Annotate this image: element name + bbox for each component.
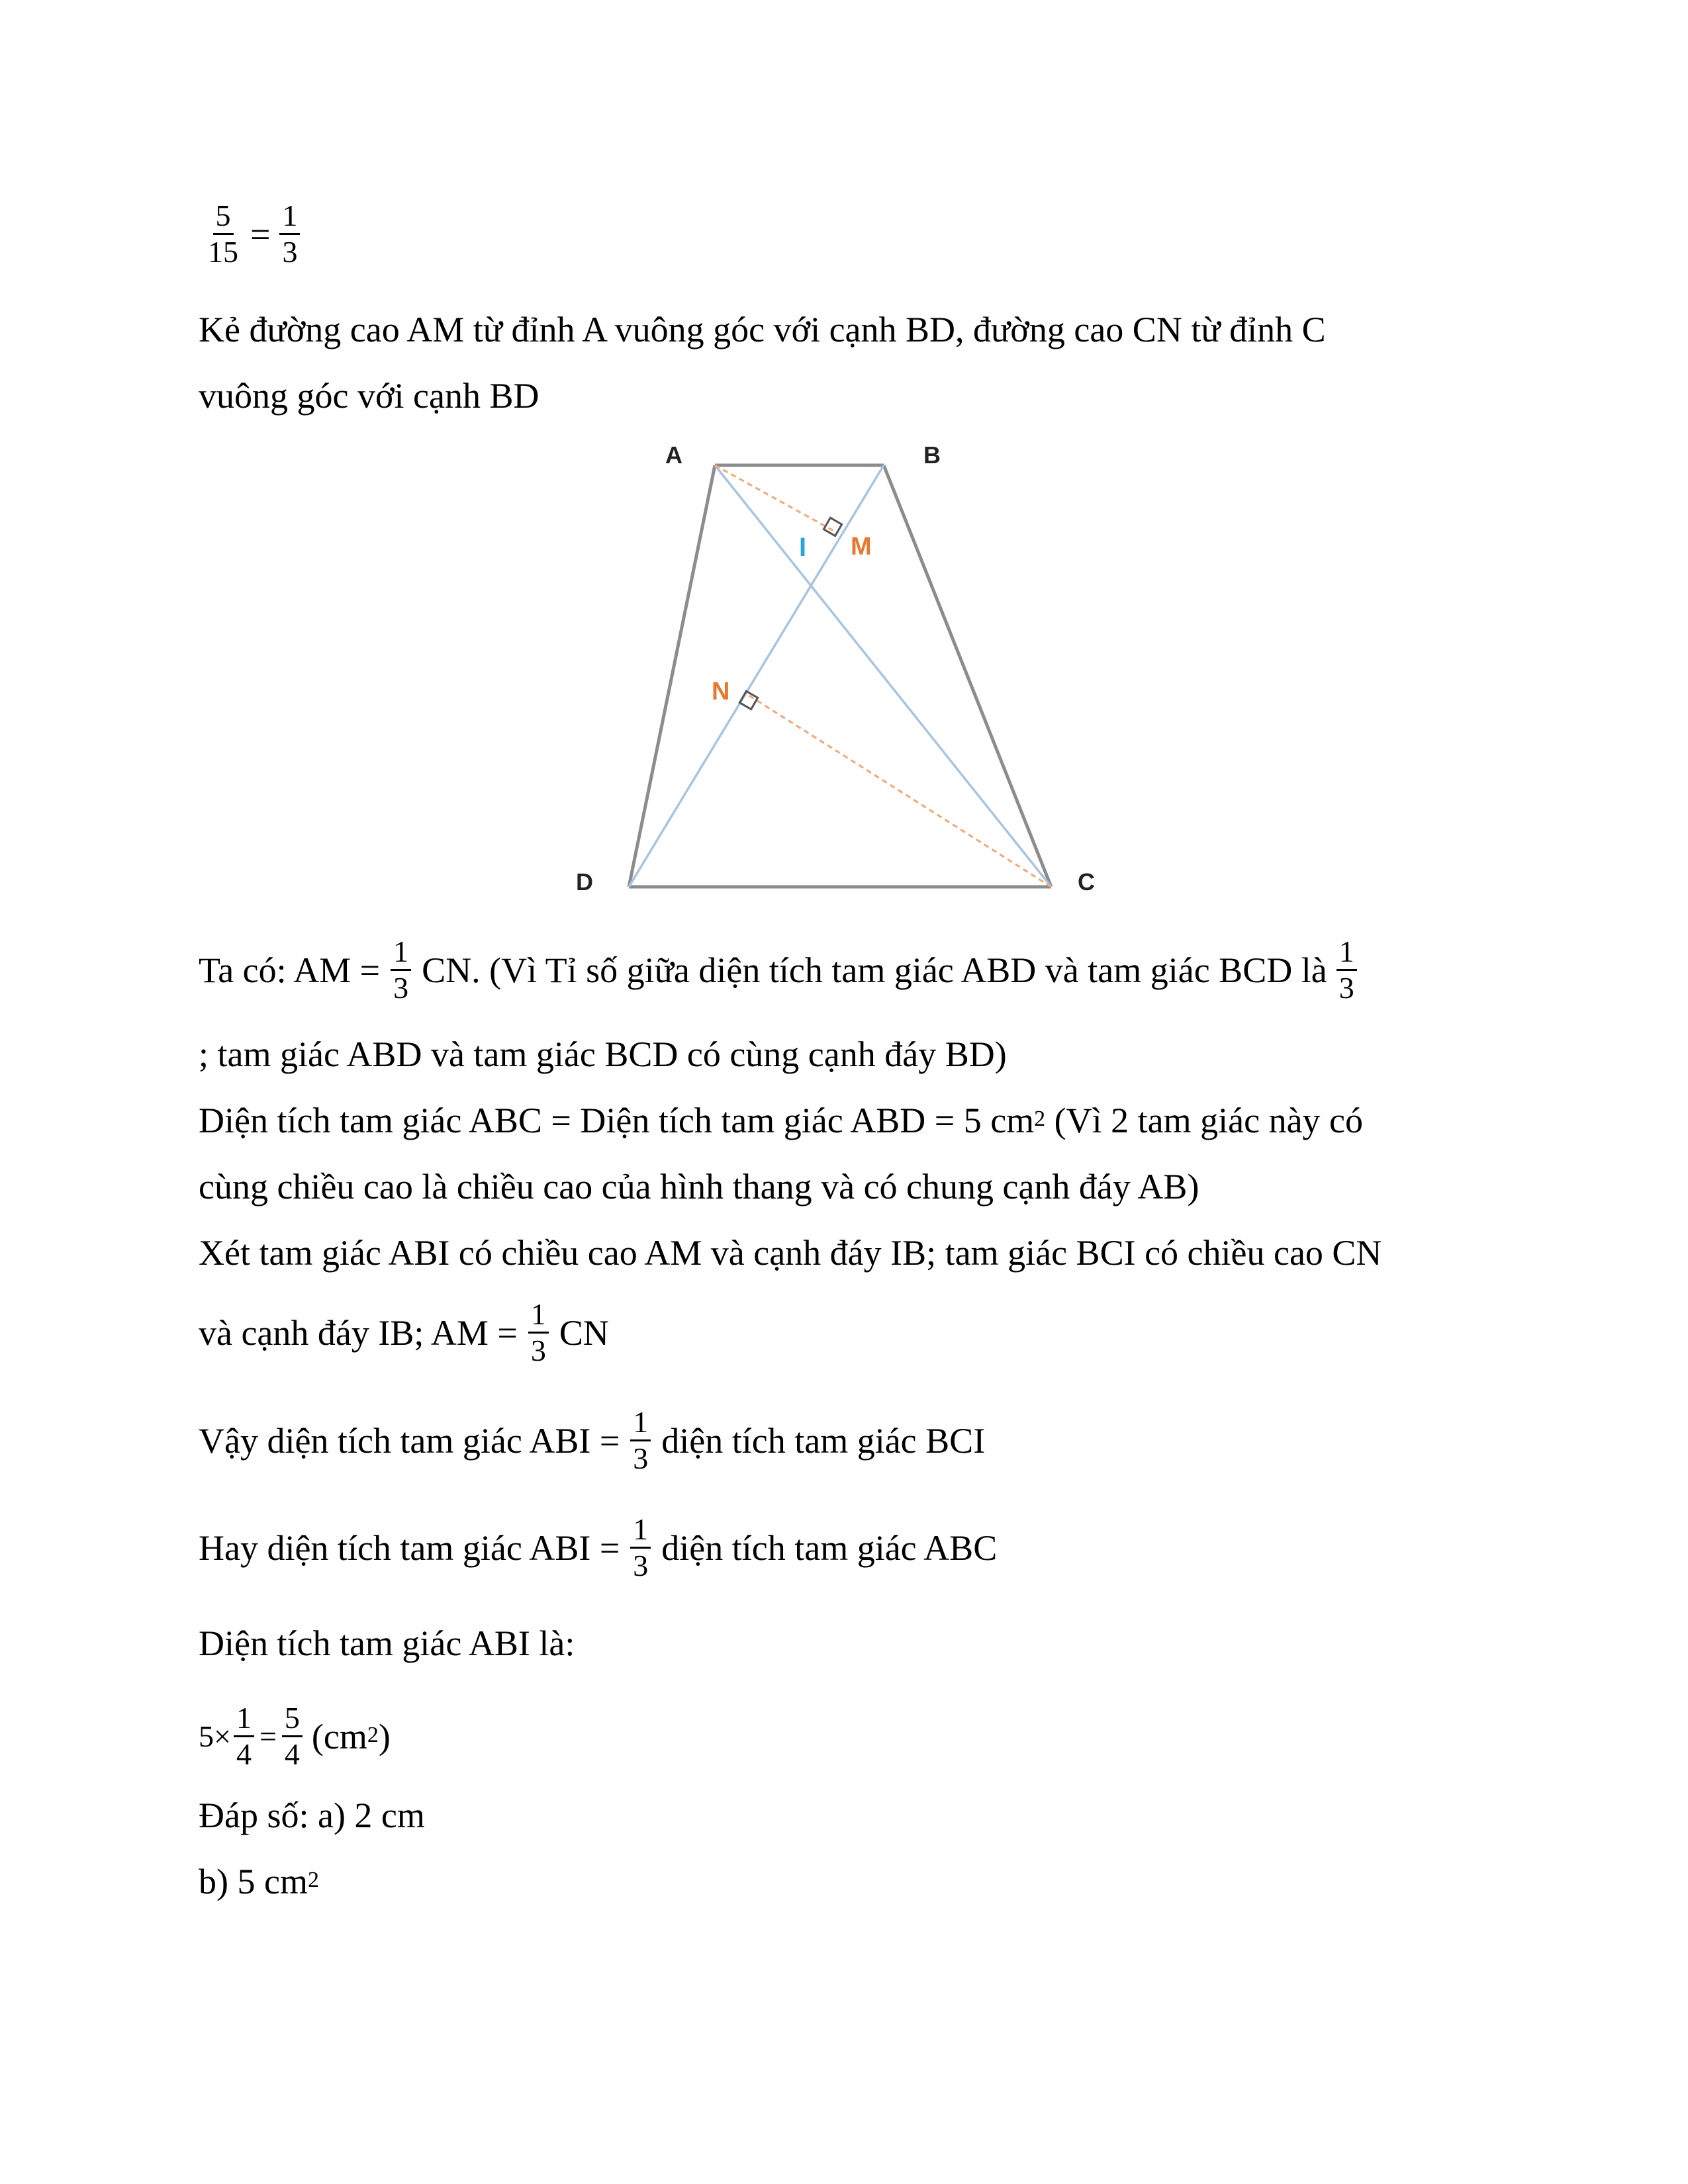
text-line: Hay diện tích tam giác ABI = $\frac{1}{3}$ diện tích tam giác ABC — [199, 1512, 998, 1582]
text-line: Vậy diện tích tam giác ABI = $\frac{1}{3}$ diện tích tam giác BCI — [199, 1405, 986, 1475]
text-line: Diện tích tam giác ABI là: — [199, 1623, 575, 1663]
point-label-m: M — [851, 533, 872, 561]
ratio-line: $\frac{5}{15}$ = $\frac{1}{3}$ — [199, 199, 306, 269]
vertex-label-a: A — [665, 441, 682, 469]
fraction: $\frac{1}{3}$ — [528, 1297, 549, 1368]
fraction: $\frac{1}{3}$ — [391, 934, 411, 1005]
diagonal-ac — [715, 465, 1051, 887]
answer-line: b) 5 cm $^2$ — [199, 1862, 319, 1901]
fraction: $\frac{1}{3}$ — [1336, 934, 1357, 1005]
right-angle-marker-m — [823, 518, 841, 535]
edge-da — [629, 465, 715, 887]
fraction: $\frac{5}{4}$ — [282, 1701, 303, 1772]
fraction: $\frac{5}{15}$ — [208, 199, 238, 269]
calculation-line: 5× $\frac{1}{4}$ = $\frac{5}{4}$ (cm $^2$ ) — [199, 1701, 391, 1771]
point-label-i: I — [799, 533, 807, 562]
text-line: Diện tích tam giác ABC = Diện tích tam giác ABD = 5 cm $^2$ (Vì 2 tam giác này có — [199, 1101, 1364, 1140]
text-line: cùng chiều cao là chiều cao của hình thang và có chung cạnh đáy AB) — [199, 1167, 1199, 1206]
text-line: Ta có: AM = $\frac{1}{3}$ CN. (Vì Tỉ số giữa diện tích tam giác ABD và tam giác BCD là $\frac{1}{3}$ — [199, 934, 1365, 1005]
fraction: $\frac{1}{3}$ — [279, 199, 300, 269]
fraction: $\frac{1}{4}$ — [234, 1701, 254, 1772]
diagonal-bd — [629, 465, 884, 887]
text-line: và cạnh đáy IB; AM = $\frac{1}{3}$ CN — [199, 1297, 609, 1367]
vertex-label-b: B — [923, 441, 941, 469]
text-line: vuông góc với cạnh BD — [199, 376, 539, 416]
edge-bc — [884, 465, 1051, 887]
height-am — [715, 465, 836, 532]
height-cn — [748, 695, 1051, 887]
fraction: $\frac{1}{3}$ — [630, 1405, 651, 1476]
vertex-label-d: D — [576, 868, 593, 895]
text-line: Kẻ đường cao AM từ đỉnh A vuông góc với cạnh BD, đường cao CN từ đỉnh C — [199, 310, 1326, 349]
trapezoid-figure — [556, 430, 1125, 907]
text-line: Xét tam giác ABI có chiều cao AM và cạnh đáy IB; tam giác BCI có chiều cao CN — [199, 1233, 1382, 1273]
text-line: ; tam giác ABD và tam giác BCD có cùng cạnh đáy BD) — [199, 1034, 1007, 1074]
fraction: $\frac{1}{3}$ — [630, 1512, 651, 1583]
answer-line: Đáp số: a) 2 cm — [199, 1796, 425, 1835]
vertex-label-c: C — [1078, 868, 1095, 895]
point-label-n: N — [712, 678, 730, 705]
